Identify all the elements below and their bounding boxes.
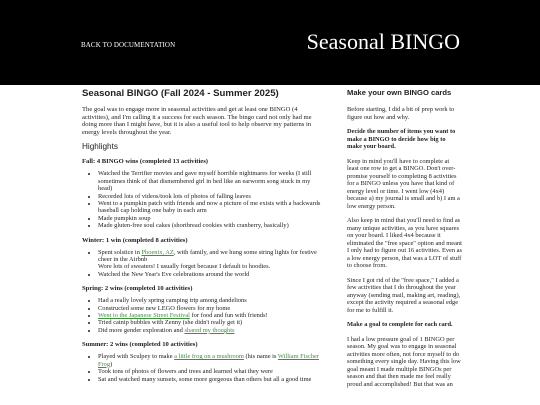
site-header [0,0,540,85]
site-title[interactable]: Seasonal BINGO [306,29,460,54]
intro-paragraph: The goal was to engage more in seasonal activities and get at least one BINGO (4 activities), and I'm calling it a success for each season. The bingo card not only had me doing more than I might have, but it is also a useful tool to help observe my patterns in energy levels throughout the year. [82,106,312,136]
list-item: • Constructed some new LEGO flowers for my home [98,305,322,312]
main-content [82,88,322,388]
japanese-street-festival-link[interactable]: Went to the Japanese Street Festival [98,312,190,320]
phoenix-link[interactable]: Phoenix, AZ [141,248,174,256]
sidebar-paragraph: Before starting, I did a bit of prep work to figure out how and why. [347,106,455,121]
fall-list [82,170,322,229]
list-item: • Went to the Japanese Street Festival for food and fun with friends! [98,312,322,319]
summer-heading: Summer: 2 wins (completed 10 activities) [82,341,198,349]
list-item: • Made pumpkin soup [98,215,322,222]
sidebar [347,88,462,395]
list-item: • Made gluten-free soul cakes (shortbread cookies with cranberry, basically) [98,222,322,229]
spring-heading: Spring: 2 wins (completed 10 activities) [82,285,193,293]
list-item: • Spent solstice in Phoenix, AZ, with family, and we hung some string lights for festive cheer in the Airbnb Wore lots of sweaters! I usually forget because I default to hoodies. [98,249,322,271]
list-item: • Took tons of photos of flowers and trees and learned what they were [98,368,322,375]
list-item: • Played with Sculpey to make a little frog on a mushroom (his name is William Fischer Frog) [98,353,322,368]
list-item: • Tried catnip bubbles with Zenny (she didn't really get it) [98,319,322,326]
summer-list [82,353,322,383]
sidebar-paragraph: I had a low pressure goal of 1 BINGO per season. My goal was to engage in seasonal activities more often, not force myself to do something every single day. Having this low goal meant I made multiple BINGOs per season and that then made me feel really proud and accomplished! But that was an [347,335,461,388]
list-item: • Recorded lots of videos/took lots of photos of falling leaves [98,193,322,200]
list-item: • Went to a pumpkin patch with friends and now a picture of me exists with a backwards baseball cap holding one baby in each arm [98,200,322,215]
list-item: • Watched the Terrifier movies and gave myself horrible nightmares for weeks (I still sometimes think of that dismembered girl in bed like an earworm song stuck in my head) [98,170,322,192]
list-item: • Had a really lovely spring camping trip among dandelions [98,297,322,304]
shared-my-thoughts-link[interactable]: shared my thoughts [184,326,235,334]
spring-list [82,297,322,334]
back-to-documentation-link[interactable]: BACK TO DOCUMENTATION [81,41,176,49]
winter-heading: Winter: 1 win (completed 8 activities) [82,236,188,244]
frog-on-mushroom-link[interactable]: a little frog on a mushroom [174,353,244,361]
sidebar-tip-heading: Make a goal to complete for each card. [347,321,453,328]
sidebar-tip-heading: Decide the number of items you want to make a BINGO to decide how big to make your board. [347,128,456,150]
sidebar-paragraph: Also keep in mind that you'll need to find as many unique activities, as you have squares on your board. I liked 4x4 because it eliminated the "free space" option and meant I only had to figure out 16 activities. Even as a low energy person, that was a LOT of stuff to choose from. [347,217,463,269]
sidebar-title: Make your own BINGO cards [347,88,452,97]
highlights-heading: Highlights [82,142,118,152]
list-item: • Did more gender exploration and shared my thoughts [98,327,322,334]
page-title: Seasonal BINGO (Fall 2024 - Summer 2025) [82,88,279,99]
william-fischer-frog-link[interactable]: William Fischer Frog [98,353,319,368]
winter-list [82,249,322,279]
list-item: • Sat and watched many sunsets, some more gorgeous than others but all a good time [98,376,322,383]
sidebar-paragraph: Keep in mind you'll have to complete at least one row to get a BINGO. Don't over-promise yourself to completing 8 activities for a BINGO unless you have that kind of energy level or time. I went low (4x4) because a) my journal is small and b) I am a low energy person. [347,157,460,210]
sidebar-paragraph: Since I got rid of the "free space," I added a few activities that I do throughout the year anyway (sending mail, making art, reading), except the activity required a seasonal edge for me to fulfill it. [347,276,461,314]
fall-heading: Fall: 4 BINGO wins (completed 13 activities) [82,158,208,166]
list-item: • Watched the New Year's Eve celebrations around the world [98,271,322,278]
